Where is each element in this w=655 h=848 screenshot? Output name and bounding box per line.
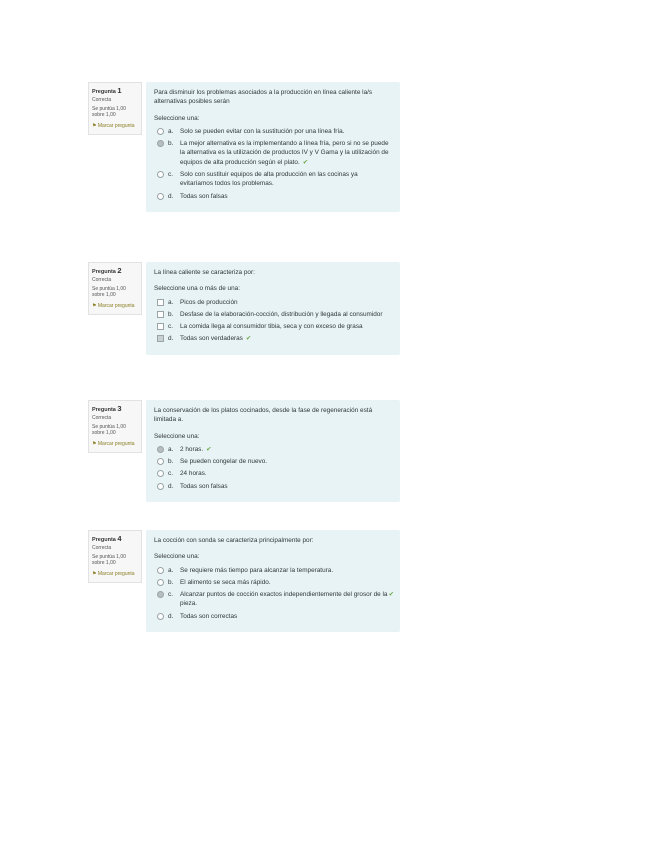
- radio-button-selected[interactable]: [157, 591, 164, 598]
- question-state: Correcta: [92, 96, 112, 103]
- question-content: [146, 82, 400, 212]
- radio-button[interactable]: [157, 458, 164, 465]
- radio-button[interactable]: [157, 193, 164, 200]
- question-info: [88, 262, 142, 315]
- answer-option[interactable]: b. Desfase de la elaboración-cocción, distribución y llegada al consumidor: [154, 310, 392, 319]
- answer-option-selected[interactable]: a. 2 horas. ✔: [154, 445, 392, 454]
- checkbox-checked[interactable]: [157, 335, 164, 342]
- checkbox[interactable]: [157, 311, 164, 318]
- flag-question-link[interactable]: ⚑ Marcar pregunta: [92, 440, 135, 447]
- answer-prompt: Seleccione una:: [154, 553, 200, 561]
- radio-button[interactable]: [157, 470, 164, 477]
- radio-button[interactable]: [157, 613, 164, 620]
- question-content: [146, 262, 400, 355]
- answer-option[interactable]: d. Todas son correctas: [154, 612, 392, 621]
- answer-option-selected[interactable]: c. Alcanzar puntos de cocción exactos independientemente del grosor de la pieza. ✔: [154, 590, 392, 609]
- answer-option[interactable]: a. Solo se pueden evitar con la sustitución por una línea fría.: [154, 127, 392, 136]
- answer-option[interactable]: c. 24 horas.: [154, 469, 392, 478]
- answer-option[interactable]: a. Picos de producción: [154, 298, 392, 307]
- question-info: [88, 82, 142, 135]
- question-grade: Se puntúa 1,00 sobre 1,00: [92, 424, 126, 437]
- radio-button[interactable]: [157, 171, 164, 178]
- answer-option-selected[interactable]: b. La mejor alternativa es la implementando a línea fría, pero si no se puede la alternativa es la utilización de productos IV y V Gama y la utilización de equipos de alta producción según el plato. ✔: [154, 139, 392, 167]
- flag-icon: ⚑: [92, 302, 97, 309]
- question-state: Correcta: [92, 544, 112, 551]
- question-info: [88, 530, 142, 583]
- question-state: Correcta: [92, 276, 112, 283]
- answer-option[interactable]: c. Solo con sustituir equipos de alta producción en las cocinas ya evitaríamos todos los problemas.: [154, 170, 392, 189]
- question-text: La cocción con sonda se caracteriza principalmente por:: [154, 537, 314, 544]
- question-content: [146, 530, 400, 632]
- question-text: La conservación de los platos cocinados, desde la fase de regeneración está limitada a.: [154, 407, 373, 424]
- check-icon: ✔: [245, 335, 252, 343]
- flag-icon: ⚑: [92, 570, 97, 577]
- answer-option[interactable]: c. La comida llega al consumidor tibia, seca y con exceso de grasa: [154, 322, 392, 331]
- answer-option[interactable]: b. Se pueden congelar de nuevo.: [154, 457, 392, 466]
- question-grade: Se puntúa 1,00 sobre 1,00: [92, 106, 126, 119]
- answer-option[interactable]: d. Todas son falsas: [154, 482, 392, 491]
- question-title: Pregunta 1: [92, 86, 122, 95]
- question-grade: Se puntúa 1,00 sobre 1,00: [92, 286, 126, 299]
- question-title: Pregunta 2: [92, 266, 122, 275]
- radio-button[interactable]: [157, 483, 164, 490]
- question-text: Para disminuir los problemas asociados a la producción en línea caliente la/s alternativas posibles serán: [154, 89, 373, 106]
- question-grade: Se puntúa 1,00 sobre 1,00: [92, 554, 126, 567]
- answer-prompt: Seleccione una:: [154, 114, 200, 122]
- flag-question-link[interactable]: ⚑ Marcar pregunta: [92, 122, 135, 129]
- answer-prompt: Seleccione una o más de una:: [154, 285, 240, 293]
- answer-option[interactable]: b. El alimento se seca más rápido.: [154, 578, 392, 587]
- checkbox[interactable]: [157, 299, 164, 306]
- answer-option[interactable]: a. Se requiere más tiempo para alcanzar la temperatura.: [154, 566, 392, 575]
- flag-icon: ⚑: [92, 440, 97, 447]
- check-icon: ✔: [302, 158, 309, 166]
- question-state: Correcta: [92, 414, 112, 421]
- radio-button[interactable]: [157, 128, 164, 135]
- flag-question-link[interactable]: ⚑ Marcar pregunta: [92, 302, 135, 309]
- flag-icon: ⚑: [92, 122, 97, 129]
- question-title: Pregunta 4: [92, 534, 122, 543]
- question-text: La línea caliente se caracteriza por:: [154, 269, 255, 276]
- flag-question-link[interactable]: ⚑ Marcar pregunta: [92, 570, 135, 577]
- answer-prompt: Seleccione una:: [154, 432, 200, 440]
- check-icon: ✔: [206, 445, 212, 453]
- answer-option-selected[interactable]: d. Todas son verdaderas ✔: [154, 334, 392, 343]
- question-title: Pregunta 3: [92, 404, 122, 413]
- check-icon: ✔: [388, 591, 394, 599]
- radio-button-selected[interactable]: [157, 446, 164, 453]
- checkbox[interactable]: [157, 323, 164, 330]
- radio-button[interactable]: [157, 567, 164, 574]
- question-content: [146, 400, 400, 502]
- question-info: [88, 400, 142, 453]
- answer-option[interactable]: d. Todas son falsas: [154, 192, 392, 201]
- radio-button-selected[interactable]: [157, 140, 164, 147]
- radio-button[interactable]: [157, 579, 164, 586]
